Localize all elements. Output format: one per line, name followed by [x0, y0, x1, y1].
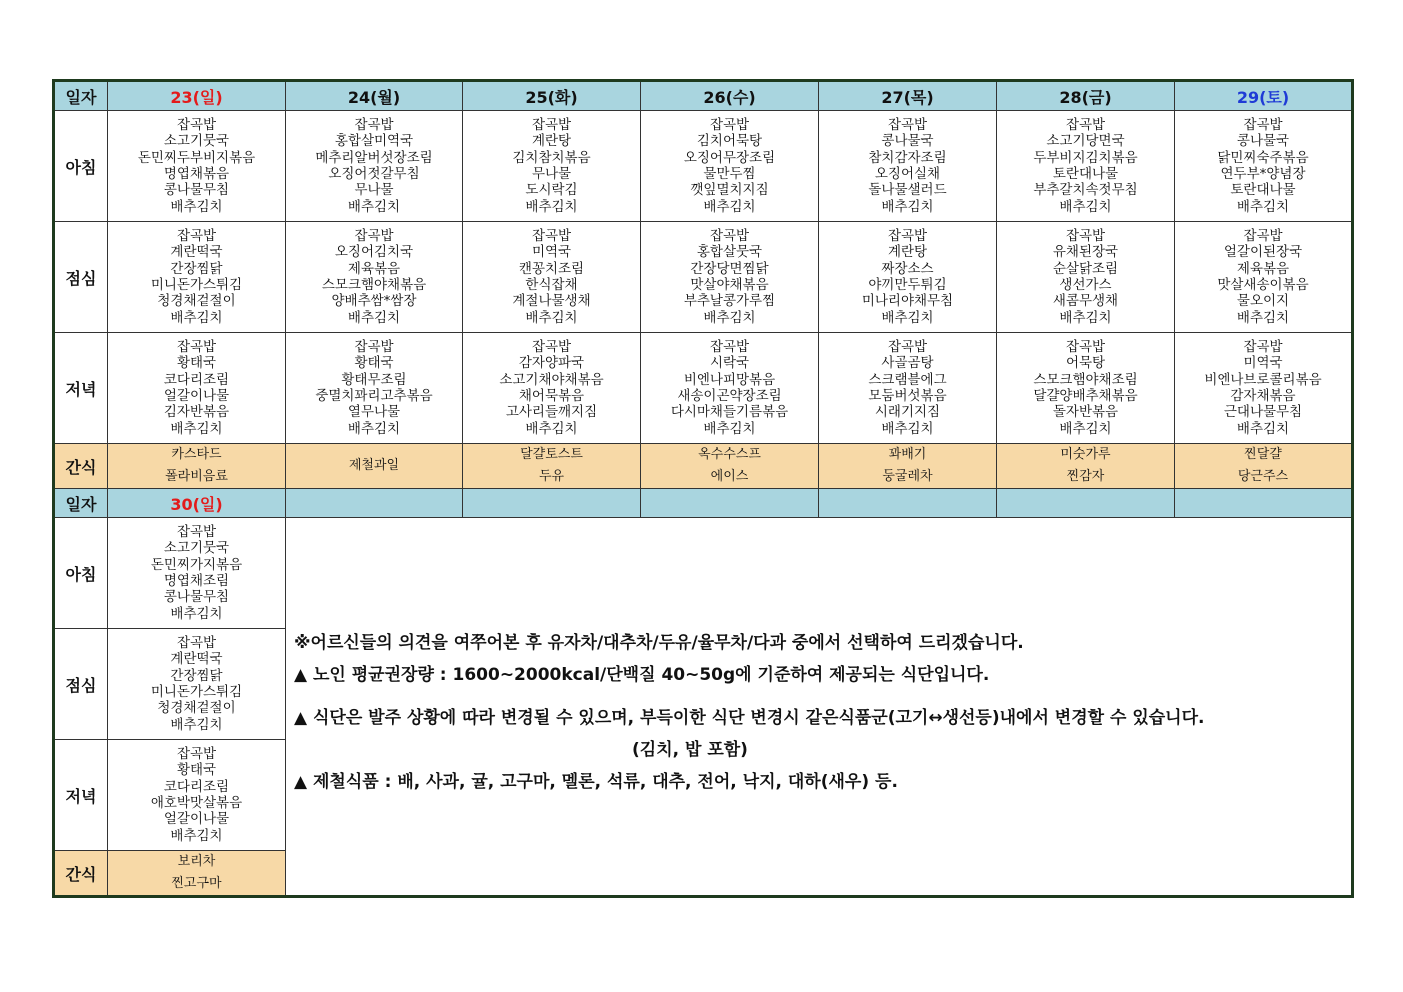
- menu-item: 미숫가루: [1060, 447, 1111, 462]
- menu-item: 잡곡밥: [531, 117, 572, 134]
- menu-item: 순살닭조림: [1052, 260, 1119, 277]
- menu-item: 미니돈가스튀김: [150, 684, 243, 700]
- menu-item: 참치감자조림: [868, 149, 947, 166]
- menu-item: 청경채겉절이: [157, 293, 236, 310]
- menu-item: 오징어실채: [874, 166, 941, 182]
- menu-item: 당근주스: [1237, 469, 1289, 484]
- menu-item: 잡곡밥: [176, 746, 217, 763]
- menu-item: 돈민찌두부비지볶음: [137, 149, 256, 166]
- dinner-row: [54, 333, 1353, 444]
- menu-item: 무나물: [531, 166, 572, 182]
- date-header-empty: [1175, 489, 1353, 518]
- breakfast-cell: [819, 111, 997, 222]
- lunch-cell: [1175, 222, 1353, 333]
- snack-label: 간식: [54, 851, 108, 897]
- menu-item: 토란대나물: [1052, 166, 1119, 182]
- menu-item: 깻잎멸치지짐: [690, 182, 769, 199]
- menu-item: 감자양파국: [518, 355, 585, 372]
- menu-item: 채어묵볶음: [518, 388, 585, 404]
- menu-item: 유채된장국: [1052, 244, 1119, 261]
- menu-item: 배추김치: [1236, 198, 1290, 215]
- menu-item: 새콤무생채: [1052, 293, 1119, 310]
- menu-item: 야끼만두튀김: [868, 277, 947, 293]
- menu-item: 배추김치: [170, 605, 223, 622]
- menu-item: 배추김치: [881, 309, 934, 326]
- note-includes: (김치, 밥 포함): [632, 740, 748, 760]
- snack-cell: [286, 444, 463, 489]
- menu-item: 배추김치: [525, 420, 578, 437]
- menu-item: 꽈배기: [888, 447, 927, 462]
- menu-item: 청경채겉절이: [157, 700, 236, 717]
- menu-item: 배추김치: [525, 309, 578, 326]
- snack-row: [54, 444, 1353, 489]
- date-header: 28(금): [997, 81, 1175, 111]
- lunch-label: 점심: [54, 222, 108, 333]
- menu-item: 잡곡밥: [709, 117, 750, 134]
- menu-item: 닭민찌숙주볶음: [1217, 149, 1309, 166]
- menu-item: 명엽채조림: [163, 573, 230, 589]
- lunch-cell: [641, 222, 819, 333]
- date-header: 23(일): [108, 81, 286, 111]
- menu-item: 물오이지: [1236, 293, 1290, 310]
- menu-item: 제육볶음: [1236, 260, 1290, 277]
- menu-item: 황태무조림: [341, 371, 407, 388]
- menu-item: 배추김치: [1059, 309, 1112, 326]
- dinner-cell: [108, 740, 286, 851]
- menu-item: 계란탕: [887, 244, 928, 261]
- menu-item: 제육볶음: [347, 260, 401, 277]
- menu-item: 어묵탕: [1065, 355, 1106, 372]
- menu-item: 잡곡밥: [709, 228, 750, 245]
- menu-item: 옥수수스프: [698, 447, 761, 462]
- snack-cell: [819, 444, 997, 489]
- menu-item: 배추김치: [170, 309, 223, 326]
- menu-item: 잡곡밥: [1065, 339, 1106, 356]
- snack-cell: [108, 851, 286, 897]
- menu-item: 배추김치: [703, 198, 756, 215]
- menu-item: 황태국: [176, 762, 217, 779]
- menu-item: 배추김치: [170, 716, 223, 733]
- menu-item: 토란대나물: [1230, 182, 1296, 199]
- date-header: 30(일): [108, 489, 286, 518]
- menu-item: 배추김치: [881, 198, 934, 215]
- date-header: 29(토): [1175, 81, 1353, 111]
- lunch-cell: [286, 222, 463, 333]
- menu-item: 물만두찜: [703, 166, 756, 182]
- date-header-empty: [997, 489, 1175, 518]
- snack-cell: [463, 444, 641, 489]
- menu-item: 배추김치: [170, 420, 223, 437]
- menu-item: 양배추쌈*쌈장: [331, 293, 417, 310]
- dinner-cell: [641, 333, 819, 444]
- menu-item: 찐달걀: [1244, 447, 1282, 462]
- menu-item: 생선가스: [1059, 277, 1112, 293]
- date-header-empty: [463, 489, 641, 518]
- menu-item: 얼갈이나물: [163, 811, 230, 828]
- breakfast-cell: [108, 111, 286, 222]
- menu-item: 애호박맛살볶음: [150, 795, 243, 811]
- dinner-cell: [463, 333, 641, 444]
- menu-item: 돌자반볶음: [1052, 404, 1119, 421]
- menu-item: 소고기채야채볶음: [499, 371, 604, 388]
- menu-item: 잡곡밥: [1065, 228, 1106, 245]
- menu-item: 스크램블에그: [868, 371, 947, 388]
- menu-item: 잡곡밥: [176, 117, 217, 134]
- menu-item: 보리차: [177, 854, 216, 869]
- breakfast-cell: [641, 111, 819, 222]
- breakfast-cell: [108, 518, 286, 629]
- menu-item: 콩나물무침: [163, 589, 230, 606]
- menu-item: 제철과일: [348, 458, 400, 473]
- menu-item: 잡곡밥: [176, 635, 217, 652]
- dinner-cell: [286, 333, 463, 444]
- breakfast-row-2: [54, 518, 1353, 629]
- dinner-cell: [997, 333, 1175, 444]
- breakfast-cell: [997, 111, 1175, 222]
- menu-item: 계란탕: [531, 133, 572, 150]
- breakfast-cell: [463, 111, 641, 222]
- menu-item: 맛살새송이볶음: [1217, 277, 1309, 293]
- menu-item: 얼갈이된장국: [1223, 244, 1303, 261]
- menu-item: 스모크햄야채조림: [1033, 371, 1138, 388]
- date-header-empty: [819, 489, 997, 518]
- menu-item: 배추김치: [1059, 198, 1112, 215]
- menu-item: 캔꽁치조림: [518, 260, 585, 277]
- menu-item: 잡곡밥: [531, 339, 572, 356]
- menu-item: 소고기뭇국: [163, 133, 230, 150]
- menu-item: 카스타드: [171, 447, 222, 462]
- menu-item: 배추김치: [703, 420, 756, 437]
- menu-item: 맛살야채볶음: [690, 277, 769, 293]
- menu-item: 잡곡밥: [176, 228, 217, 245]
- menu-item: 잡곡밥: [887, 228, 928, 245]
- menu-item: 잡곡밥: [531, 228, 572, 245]
- menu-item: 배추김치: [525, 198, 578, 215]
- note-recommended-intake: ▲ 노인 평균권장량 : 1600~2000kcal/단백질 40~50g에 기준하여 제공되는 식단입니다.: [294, 665, 990, 685]
- menu-item: 부추날콩가루찜: [683, 293, 776, 310]
- menu-item: 고사리들깨지짐: [505, 404, 598, 421]
- menu-item: 비엔나피망볶음: [683, 371, 776, 388]
- breakfast-label: 아침: [54, 518, 108, 629]
- menu-item: 미니돈가스튀김: [150, 277, 243, 293]
- snack-cell: [641, 444, 819, 489]
- dinner-label: 저녁: [54, 740, 108, 851]
- dinner-label: 저녁: [54, 333, 108, 444]
- menu-item: 얼갈이나물: [163, 388, 230, 404]
- menu-item: 코다리조림: [163, 778, 230, 795]
- date-header: 26(수): [641, 81, 819, 111]
- header-row-2: [54, 489, 1353, 518]
- menu-item: 찐감자: [1066, 469, 1105, 484]
- menu-item: 둥굴레차: [882, 469, 933, 484]
- menu-item: 홍합살뭇국: [696, 244, 763, 261]
- menu-item: 간장찜닭: [170, 260, 223, 277]
- lunch-cell: [108, 222, 286, 333]
- menu-item: 사골곰탕: [881, 355, 934, 372]
- lunch-row: [54, 222, 1353, 333]
- dinner-cell: [1175, 333, 1353, 444]
- menu-item: 잡곡밥: [176, 339, 217, 356]
- menu-item: 배추김치: [1059, 420, 1112, 437]
- date-header: 24(월): [286, 81, 463, 111]
- date-header-label: 일자: [54, 81, 108, 111]
- menu-item: 오징어젓갈무침: [328, 166, 420, 182]
- menu-item: 잡곡밥: [354, 117, 394, 134]
- menu-item: 달걀토스트: [520, 447, 583, 462]
- note-seasonal-foods: ▲ 제철식품 : 배, 사과, 귤, 고구마, 멜론, 석류, 대추, 전어, 낙지, 대하(새우) 등.: [294, 772, 898, 792]
- menu-item: 중멸치꽈리고추볶음: [315, 388, 433, 404]
- menu-item: 한식잡채: [525, 277, 578, 293]
- menu-item: 도시락김: [525, 182, 578, 199]
- menu-item: 계란떡국: [170, 651, 223, 668]
- menu-item: 배추김치: [347, 420, 401, 437]
- menu-item: 배추김치: [170, 827, 223, 844]
- menu-item: 김치참치볶음: [512, 149, 591, 166]
- menu-item: 소고기뭇국: [163, 540, 230, 557]
- menu-item: 메추리알버섯장조림: [315, 149, 433, 166]
- date-header: 25(화): [463, 81, 641, 111]
- header-row: [54, 81, 1353, 111]
- menu-item: 배추김치: [347, 198, 401, 215]
- menu-item: 연두부*양념장: [1220, 166, 1306, 182]
- menu-item: 미역국: [1243, 355, 1283, 372]
- menu-item: 코다리조림: [163, 371, 230, 388]
- date-header-empty: [641, 489, 819, 518]
- menu-item: 잡곡밥: [176, 524, 217, 541]
- menu-item: 돈민찌가지볶음: [150, 556, 243, 573]
- menu-item: 잡곡밥: [887, 339, 928, 356]
- menu-item: 간장찜닭: [170, 667, 223, 684]
- dinner-cell: [108, 333, 286, 444]
- menu-item: 콩나물국: [1236, 133, 1290, 150]
- menu-item: 폴라비음료: [165, 469, 228, 484]
- menu-item: 황태국: [354, 355, 394, 372]
- menu-item: 열무나물: [347, 404, 401, 421]
- menu-item: 배추김치: [881, 420, 934, 437]
- menu-item: 김자반볶음: [163, 404, 230, 421]
- breakfast-row: [54, 111, 1353, 222]
- lunch-cell: [997, 222, 1175, 333]
- menu-item: 잡곡밥: [354, 339, 394, 356]
- menu-item: 홍합살미역국: [334, 133, 414, 150]
- menu-item: 콩나물국: [881, 133, 934, 150]
- menu-item: 황태국: [176, 355, 217, 372]
- menu-item: 스모크햄야채볶음: [321, 277, 427, 293]
- menu-item: 감자채볶음: [1230, 388, 1296, 404]
- menu-item: 두부비지김치볶음: [1033, 149, 1138, 166]
- menu-item: 배추김치: [1236, 420, 1290, 437]
- menu-item: 짜장소스: [881, 260, 934, 277]
- menu-item: 두유: [538, 469, 565, 484]
- snack-label: 간식: [54, 444, 108, 489]
- menu-item: 찐고구마: [171, 876, 222, 891]
- menu-item: 비엔나브로콜리볶음: [1204, 371, 1322, 388]
- note-tea-selection: ※어르신들의 의견을 여쭈어본 후 유자차/대추차/두유/율무차/다과 중에서 선택하여 드리겠습니다.: [294, 633, 1024, 653]
- date-header-empty: [286, 489, 463, 518]
- date-header-label: 일자: [54, 489, 108, 518]
- menu-item: 잡곡밥: [887, 117, 928, 134]
- menu-item: 근대나물무침: [1223, 404, 1303, 421]
- menu-item: 배추김치: [170, 198, 223, 215]
- menu-item: 간장당면찜닭: [690, 260, 769, 277]
- menu-item: 잡곡밥: [1065, 117, 1106, 134]
- menu-item: 무나물: [354, 182, 394, 199]
- breakfast-label: 아침: [54, 111, 108, 222]
- date-header: 27(목): [819, 81, 997, 111]
- menu-item: 오징어무장조림: [683, 149, 776, 166]
- menu-item: 새송이곤약장조림: [677, 388, 782, 404]
- snack-cell: [108, 444, 286, 489]
- snack-cell: [1175, 444, 1353, 489]
- menu-item: 부추갈치속젓무침: [1033, 182, 1138, 199]
- menu-item: 잡곡밥: [709, 339, 750, 356]
- dinner-cell: [819, 333, 997, 444]
- menu-item: 달걀양배추채볶음: [1033, 388, 1138, 404]
- menu-item: 배추김치: [347, 309, 401, 326]
- lunch-cell: [463, 222, 641, 333]
- breakfast-cell: [286, 111, 463, 222]
- lunch-cell: [108, 629, 286, 740]
- breakfast-cell: [1175, 111, 1353, 222]
- lunch-cell: [819, 222, 997, 333]
- menu-item: 소고기당면국: [1046, 133, 1125, 150]
- menu-item: 계란떡국: [170, 244, 223, 261]
- menu-item: 잡곡밥: [1243, 339, 1283, 356]
- menu-item: 배추김치: [1236, 309, 1290, 326]
- menu-item: 잡곡밥: [1243, 117, 1283, 134]
- menu-item: 콩나물무침: [163, 182, 230, 199]
- menu-item: 명엽채볶음: [163, 166, 230, 182]
- menu-item: 에이스: [710, 469, 749, 484]
- menu-item: 미역국: [531, 244, 572, 261]
- lunch-label: 점심: [54, 629, 108, 740]
- menu-item: 오징어김치국: [334, 244, 414, 261]
- menu-item: 다시마채들기름볶음: [670, 404, 789, 421]
- menu-item: 시래기지짐: [874, 404, 941, 421]
- menu-item: 잡곡밥: [1243, 228, 1283, 245]
- menu-item: 모둠버섯볶음: [868, 388, 947, 404]
- snack-cell: [997, 444, 1175, 489]
- menu-item: 계절나물생채: [512, 293, 591, 310]
- menu-item: 배추김치: [703, 309, 756, 326]
- note-menu-change: ▲ 식단은 발주 상황에 따라 변경될 수 있으며, 부득이한 식단 변경시 같은식품군(고기↔생선등)내에서 변경할 수 있습니다.: [294, 708, 1205, 728]
- menu-item: 김치어묵탕: [696, 133, 763, 150]
- menu-item: 시락국: [709, 355, 750, 372]
- menu-item: 잡곡밥: [354, 228, 394, 245]
- menu-item: 미나리야채무침: [861, 293, 954, 310]
- menu-item: 돌나물샐러드: [868, 182, 947, 199]
